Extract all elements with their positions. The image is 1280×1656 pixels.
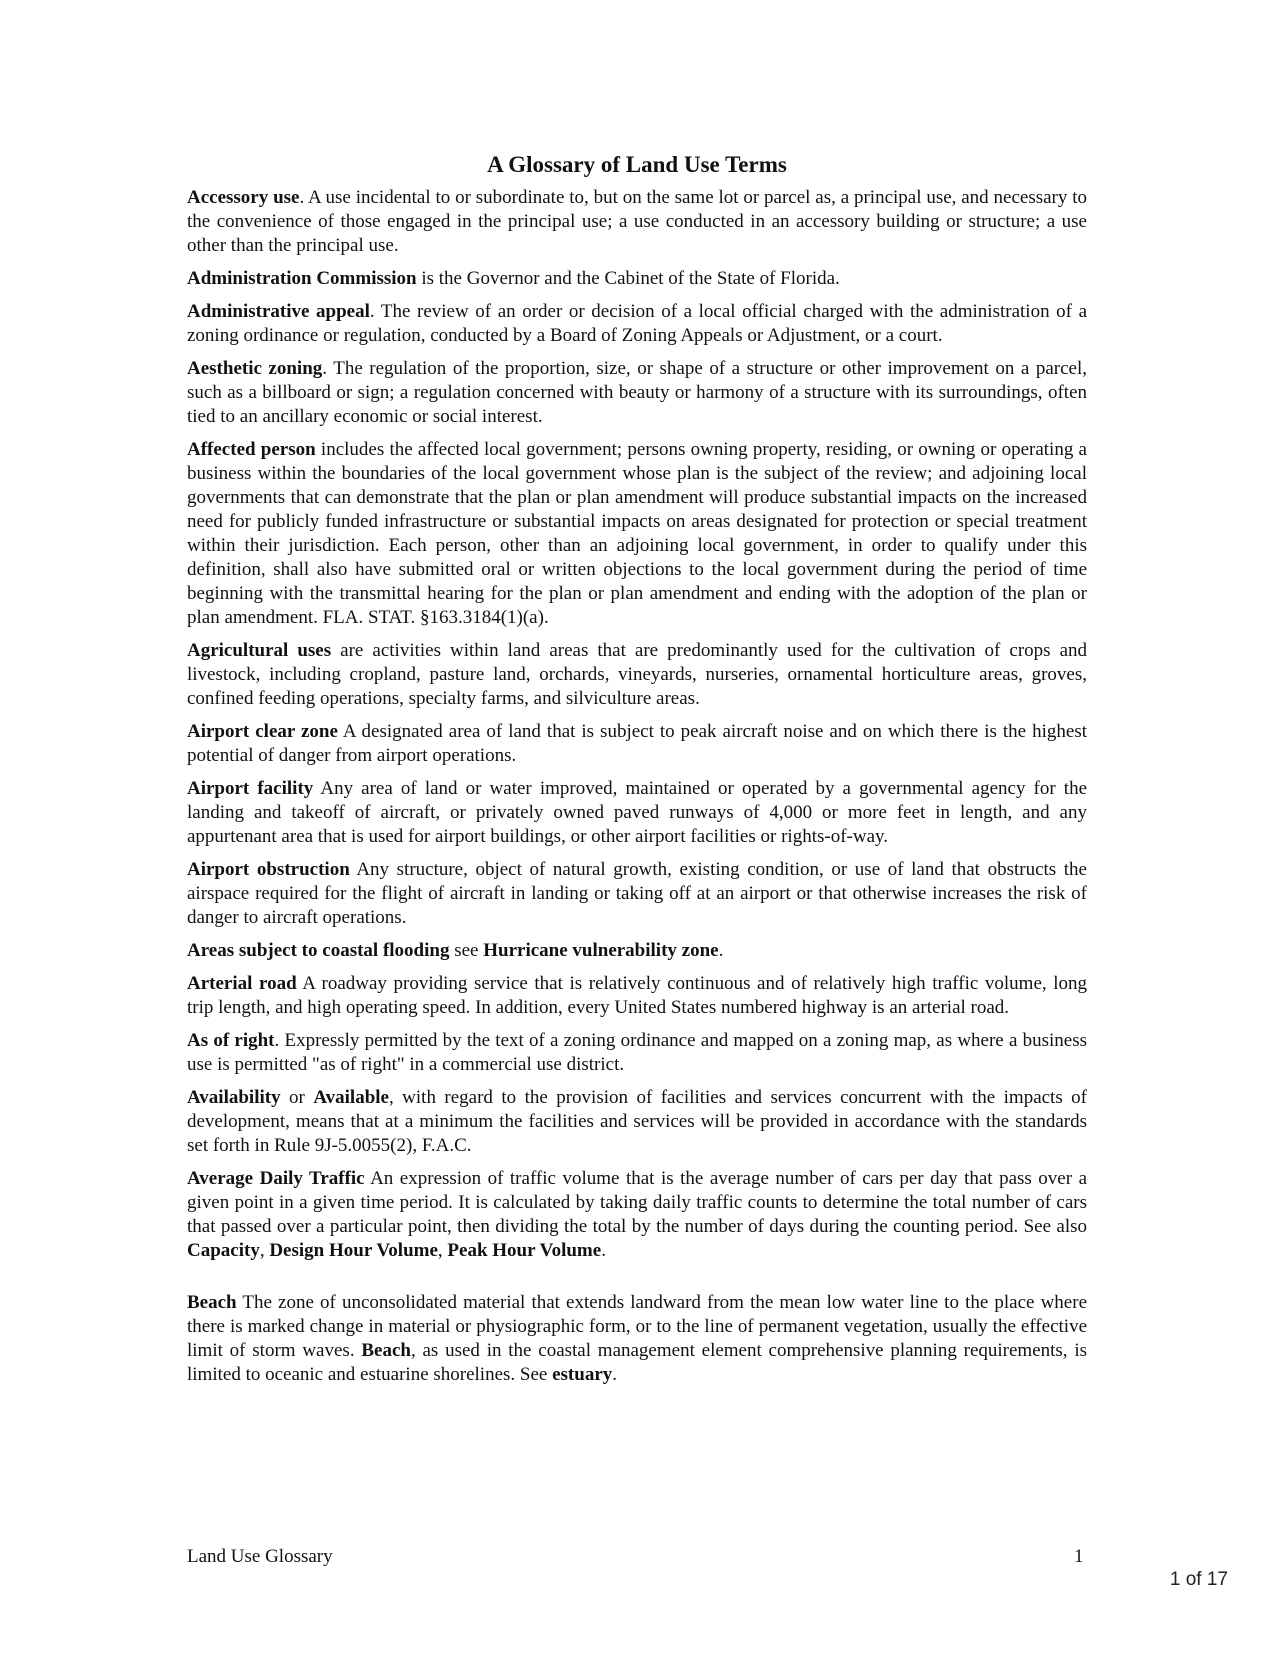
glossary-term: As of right: [187, 1030, 275, 1051]
glossary-term: Airport clear zone: [187, 721, 338, 742]
glossary-definition: A designated area of land that is subject to peak aircraft noise and on which there is the highest potential of danger from airport operations.: [187, 721, 1087, 766]
footer-page-number: 1: [1074, 1546, 1084, 1567]
glossary-definition-continued: , as used in the coastal management element comprehensive planning requirements, is limited to oceanic and estuarine shorelines. See: [187, 1340, 1087, 1385]
glossary-definition: see: [449, 940, 484, 961]
glossary-entry-accessory-use: [187, 186, 1087, 258]
glossary-definition: are activities within land areas that are predominantly used for the cultivation of crops and livestock, including cropland, pasture land, orchards, vineyards, nurseries, ornamental horticulture areas, groves, confined feeding operations, specialty farms, and silviculture areas.: [187, 640, 1087, 709]
glossary-definition: . The review of an order or decision of a local official charged with the administration of a zoning ordinance or regulation, conducted by a Board of Zoning Appeals or Adjustment, or a court.: [187, 301, 1088, 346]
glossary-term: Airport obstruction: [187, 859, 350, 880]
glossary-term: Affected person: [187, 439, 316, 460]
glossary-term: Administration Commission: [187, 268, 417, 289]
glossary-definition: is the Governor and the Cabinet of the State of Florida.: [416, 268, 840, 289]
document-title: A Glossary of Land Use Terms: [487, 152, 787, 177]
glossary-entry-airport-obstruction: [187, 858, 1087, 930]
glossary-entry-aesthetic-zoning: [187, 357, 1087, 429]
page-content: [187, 150, 1087, 1396]
glossary-entry-availability: [187, 1086, 1087, 1158]
glossary-entry-administrative-appeal: [187, 300, 1087, 348]
cross-reference: Hurricane vulnerability zone: [483, 940, 719, 961]
separator: ,: [437, 1240, 448, 1261]
glossary-definition: The zone of unconsolidated material that extends landward from the mean low water line to the place where there is marked change in material or physiographic form, or to the line of permanent vegetation, usually the effective limit of storm waves.: [187, 1292, 1087, 1361]
glossary-term: Airport facility: [187, 778, 314, 799]
glossary-term: Accessory use: [187, 187, 300, 208]
glossary-definition: Any area of land or water improved, maintained or operated by a governmental agency for the landing and takeoff of aircraft, or privately owned paved runways of 4,000 or more feet in length, and any appurtenant area that is used for airport buildings, or other airport facilities or rights-of-way.: [187, 778, 1088, 847]
glossary-term: Arterial road: [187, 973, 297, 994]
glossary-entry-arterial-road: [187, 972, 1087, 1020]
glossary-definition: or: [280, 1087, 314, 1108]
viewer-page-indicator: 1 of 17: [1169, 1569, 1228, 1590]
cross-reference-capacity: Capacity: [187, 1240, 260, 1261]
glossary-term: Aesthetic zoning: [187, 358, 323, 379]
glossary-term: Availability: [187, 1087, 281, 1108]
glossary-definition-end: .: [612, 1364, 618, 1385]
glossary-definition: includes the affected local government; persons owning property, residing, or owning or operating a business within the boundaries of the local government whose plan is the subject of the review; and adjoining local governments that can demonstrate that the plan or plan amendment will produce substantial impacts on the increased need for publicly funded infrastructure or substantial impacts on areas designated for protection or special treatment within their jurisdiction. Each person, other than an adjoining local government, in order to qualify under this definition, shall also have submitted oral or written objections to the local government during the period of time beginning with the transmittal hearing for the plan or plan amendment and ending with the adoption of the plan or plan amendment. FLA. STAT. §163.3184(1)(a).: [187, 439, 1087, 628]
glossary-term: Agricultural uses: [187, 640, 332, 661]
glossary-definition: A roadway providing service that is relatively continuous and of relatively high traffic volume, long trip length, and high operating speed. In addition, every United States numbered highway is an arterial road.: [187, 973, 1087, 1018]
glossary-definition: An expression of traffic volume that is the average number of cars per day that pass over a given point in a given time period. It is calculated by taking daily traffic counts to determine the total number of cars that passed over a particular point, then dividing the total by the number of days during the counting period. See also: [187, 1168, 1087, 1237]
glossary-entry-airport-clear-zone: [187, 720, 1087, 768]
glossary-definition-end: .: [718, 940, 724, 961]
glossary-entry-average-daily-traffic: [187, 1167, 1087, 1263]
glossary-entry-agricultural-uses: [187, 639, 1087, 711]
glossary-term: Administrative appeal: [187, 301, 370, 322]
cross-reference-design-hour-volume: Design Hour Volume: [269, 1240, 438, 1261]
glossary-definition: . The regulation of the proportion, size, or shape of a structure or other improvement on a parcel, such as a billboard or sign; a regulation concerned with beauty or harmony of a structure with its surroundings, often tied to an ancillary economic or social interest.: [187, 358, 1087, 427]
glossary-definition: . A use incidental to or subordinate to, but on the same lot or parcel as, a principal use, and necessary to the convenience of those engaged in the principal use; a use conducted in an accessory building or structure; a use other than the principal use.: [187, 187, 1087, 256]
cross-reference: Available: [313, 1087, 389, 1108]
cross-reference-estuary: estuary: [552, 1364, 613, 1385]
glossary-definition: . Expressly permitted by the text of a zoning ordinance and mapped on a zoning map, as where a business use is permitted "as of right" in a commercial use district.: [187, 1030, 1087, 1075]
glossary-term: Beach: [187, 1292, 237, 1313]
glossary-entry-beach: [187, 1291, 1087, 1387]
glossary-entry-airport-facility: [187, 777, 1087, 849]
inline-term-beach: Beach: [361, 1340, 411, 1361]
glossary-term: Average Daily Traffic: [187, 1168, 365, 1189]
separator: ,: [259, 1240, 270, 1261]
glossary-entry-administration-commission: [187, 267, 1087, 291]
glossary-entry-areas-subject-to-coastal-flooding: [187, 939, 1087, 963]
glossary-definition-end: , with regard to the provision of facilities and services concurrent with the impacts of development, means that at a minimum the facilities and services will be provided in accordance with the standards set forth in Rule 9J-5.0055(2), F.A.C.: [187, 1087, 1087, 1156]
footer-document-name: Land Use Glossary: [187, 1546, 333, 1567]
glossary-entry-as-of-right: [187, 1029, 1087, 1077]
glossary-entry-affected-person: [187, 438, 1087, 630]
glossary-term: Areas subject to coastal flooding: [187, 940, 450, 961]
glossary-definition-end: .: [601, 1240, 606, 1261]
glossary-definition: Any structure, object of natural growth, existing condition, or use of land that obstructs the airspace required for the flight of aircraft in landing or taking off at an airport or that otherwise increases the risk of danger to aircraft operations.: [187, 859, 1087, 928]
cross-reference-peak-hour-volume: Peak Hour Volume: [447, 1240, 602, 1261]
